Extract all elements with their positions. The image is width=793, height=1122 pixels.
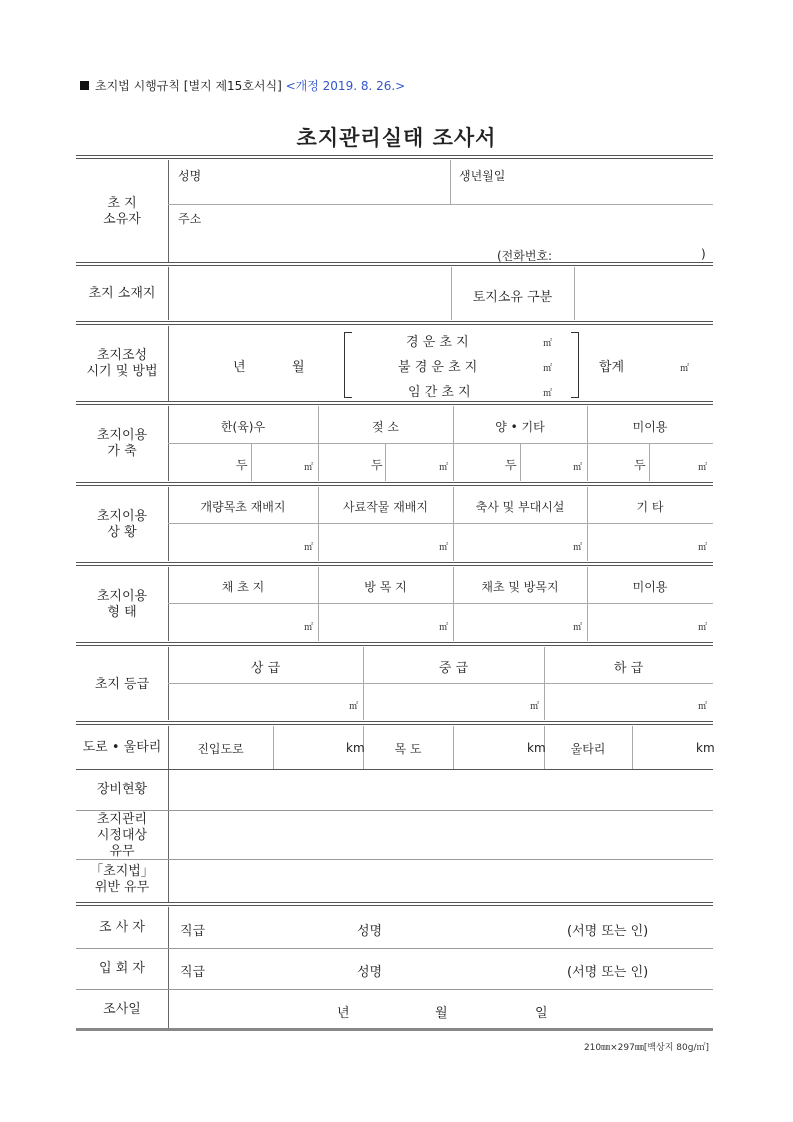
divider bbox=[168, 204, 713, 205]
livestock-header-unused: 미이용 bbox=[632, 420, 668, 434]
area-unit: ㎡ bbox=[698, 543, 708, 553]
road-fence-label: 도로 • 울타리 bbox=[82, 740, 162, 755]
fence-label: 울타리 bbox=[570, 742, 606, 756]
divider bbox=[168, 907, 169, 1029]
livestock-header-beef: 한(육)우 bbox=[220, 420, 266, 434]
owner-phone-close: ) bbox=[701, 247, 706, 261]
witness-label: 입 회 자 bbox=[99, 961, 145, 976]
creation-type-no-tillage: 불 경 운 초 지 bbox=[398, 360, 478, 375]
equipment-label: 장비현황 bbox=[96, 782, 148, 797]
owner-label: 초 지 소유자 bbox=[103, 196, 141, 227]
divider bbox=[168, 523, 713, 524]
creation-type-forest: 임 간 초 지 bbox=[408, 385, 471, 400]
divider bbox=[168, 770, 169, 902]
divider bbox=[76, 642, 713, 646]
page-title: 초지관리실태 조사서 bbox=[296, 126, 497, 150]
inspector-label: 조 사 자 bbox=[99, 920, 145, 935]
form-reference: 초지법 시행규칙 [별지 제15호서식] bbox=[95, 79, 282, 93]
area-unit: ㎡ bbox=[698, 463, 708, 473]
correction-label: 초지관리 시정대상 유무 bbox=[96, 812, 148, 859]
area-unit: ㎡ bbox=[530, 702, 540, 712]
area-unit: ㎡ bbox=[698, 702, 708, 712]
area-unit: ㎡ bbox=[304, 623, 314, 633]
usage-form-label: 초지이용 형 태 bbox=[96, 589, 148, 620]
divider bbox=[168, 326, 169, 401]
owner-phone-field[interactable]: (전화번호: bbox=[497, 249, 553, 263]
paper-spec: 210㎜×297㎜[백상지 80g/㎡] bbox=[583, 1043, 709, 1053]
area-unit: ㎡ bbox=[698, 623, 708, 633]
survey-year[interactable]: 년 bbox=[337, 1006, 350, 1021]
divider bbox=[76, 482, 713, 486]
grade-header-mid: 중 급 bbox=[438, 661, 469, 676]
usage-status-label: 초지이용 상 황 bbox=[96, 509, 148, 540]
divider bbox=[453, 726, 454, 769]
km-unit: km bbox=[696, 741, 715, 755]
km-unit: km bbox=[346, 741, 365, 755]
area-unit: ㎡ bbox=[439, 543, 449, 553]
area-unit: ㎡ bbox=[573, 543, 583, 553]
km-unit: km bbox=[527, 741, 546, 755]
usage-header-improved-grass: 개량목초 재배지 bbox=[200, 500, 286, 514]
access-road-label: 진입도로 bbox=[197, 742, 244, 756]
divider bbox=[632, 726, 633, 769]
violation-label: 「초지법」 위반 유무 bbox=[90, 864, 154, 895]
livestock-header-sheep: 양 • 기타 bbox=[495, 420, 545, 434]
divider bbox=[76, 989, 713, 990]
area-unit: ㎡ bbox=[439, 463, 449, 473]
equipment-input[interactable] bbox=[170, 771, 712, 809]
divider bbox=[76, 902, 713, 906]
form-header-mowing: 채 초 지 bbox=[221, 580, 265, 594]
land-ownership-input[interactable] bbox=[576, 268, 712, 318]
livestock-label: 초지이용 가 축 bbox=[96, 428, 148, 459]
divider bbox=[76, 321, 713, 325]
correction-input[interactable] bbox=[170, 811, 712, 858]
form-reference-line bbox=[80, 77, 405, 94]
violation-input[interactable] bbox=[170, 860, 712, 901]
grade-label: 초지 등급 bbox=[94, 677, 150, 692]
usage-header-other: 기 타 bbox=[636, 500, 664, 514]
livestock-header-dairy: 젖 소 bbox=[372, 420, 399, 434]
bracket-right bbox=[571, 332, 579, 398]
divider bbox=[168, 603, 713, 604]
creation-total-label: 합계 bbox=[599, 360, 625, 375]
divider bbox=[168, 160, 169, 262]
grade-header-low: 하 급 bbox=[613, 661, 644, 676]
owner-birthdate-field[interactable]: 생년월일 bbox=[459, 169, 506, 183]
creation-label: 초지조성 시기 및 방법 bbox=[86, 348, 158, 379]
head-unit: 두 bbox=[236, 458, 248, 472]
area-unit: ㎡ bbox=[680, 364, 690, 374]
head-unit: 두 bbox=[505, 458, 517, 472]
divider bbox=[385, 444, 386, 481]
head-unit: 두 bbox=[634, 458, 646, 472]
survey-day[interactable]: 일 bbox=[535, 1006, 548, 1021]
divider bbox=[450, 160, 451, 204]
creation-month: 월 bbox=[292, 360, 305, 375]
location-input[interactable] bbox=[170, 268, 449, 318]
area-unit: ㎡ bbox=[304, 463, 314, 473]
area-unit: ㎡ bbox=[439, 623, 449, 633]
divider bbox=[76, 155, 713, 159]
pasture-road-label: 목 도 bbox=[394, 742, 422, 756]
square-bullet-icon bbox=[80, 81, 89, 90]
divider bbox=[168, 443, 713, 444]
creation-year: 년 bbox=[233, 360, 246, 375]
form-header-unused: 미이용 bbox=[632, 580, 668, 594]
usage-header-feed-crop: 사료작물 재배지 bbox=[343, 500, 428, 514]
divider bbox=[76, 1028, 713, 1033]
usage-header-barn: 축사 및 부대시설 bbox=[475, 500, 565, 514]
witness-position-field[interactable]: 직급 bbox=[180, 965, 206, 980]
divider bbox=[168, 683, 713, 684]
location-label: 초지 소재지 bbox=[88, 286, 156, 301]
divider bbox=[251, 444, 252, 481]
area-unit: ㎡ bbox=[349, 702, 359, 712]
divider bbox=[76, 562, 713, 566]
area-unit: ㎡ bbox=[543, 389, 553, 399]
survey-month[interactable]: 월 bbox=[435, 1006, 448, 1021]
creation-type-tillage: 경 운 초 지 bbox=[406, 335, 469, 350]
divider bbox=[76, 262, 713, 266]
area-unit: ㎡ bbox=[573, 463, 583, 473]
area-unit: ㎡ bbox=[543, 364, 553, 374]
bracket-left bbox=[344, 332, 352, 398]
divider bbox=[649, 444, 650, 481]
area-unit: ㎡ bbox=[573, 623, 583, 633]
form-header-mixed: 채초 및 방목지 bbox=[481, 580, 559, 594]
divider bbox=[76, 769, 713, 770]
divider bbox=[273, 726, 274, 769]
divider bbox=[76, 948, 713, 949]
revision-note: <개정 2019. 8. 26.> bbox=[285, 79, 406, 93]
inspector-signature[interactable]: (서명 또는 인) bbox=[567, 924, 649, 939]
form-header-grazing: 방 목 지 bbox=[364, 580, 407, 594]
divider bbox=[520, 444, 521, 481]
divider bbox=[574, 267, 575, 320]
owner-address-field[interactable]: 주소 bbox=[178, 212, 202, 226]
area-unit: ㎡ bbox=[543, 339, 553, 349]
divider bbox=[76, 401, 713, 405]
divider bbox=[168, 267, 169, 320]
divider bbox=[76, 721, 713, 725]
owner-name-field[interactable]: 성명 bbox=[178, 169, 202, 183]
area-unit: ㎡ bbox=[304, 543, 314, 553]
witness-name-field[interactable]: 성명 bbox=[357, 965, 383, 980]
witness-signature[interactable]: (서명 또는 인) bbox=[567, 965, 649, 980]
survey-date-label: 조사일 bbox=[103, 1002, 141, 1017]
inspector-position-field[interactable]: 직급 bbox=[180, 924, 206, 939]
land-ownership-label: 토지소유 구분 bbox=[472, 290, 553, 305]
inspector-name-field[interactable]: 성명 bbox=[357, 924, 383, 939]
grade-header-high: 상 급 bbox=[250, 661, 281, 676]
head-unit: 두 bbox=[371, 458, 383, 472]
